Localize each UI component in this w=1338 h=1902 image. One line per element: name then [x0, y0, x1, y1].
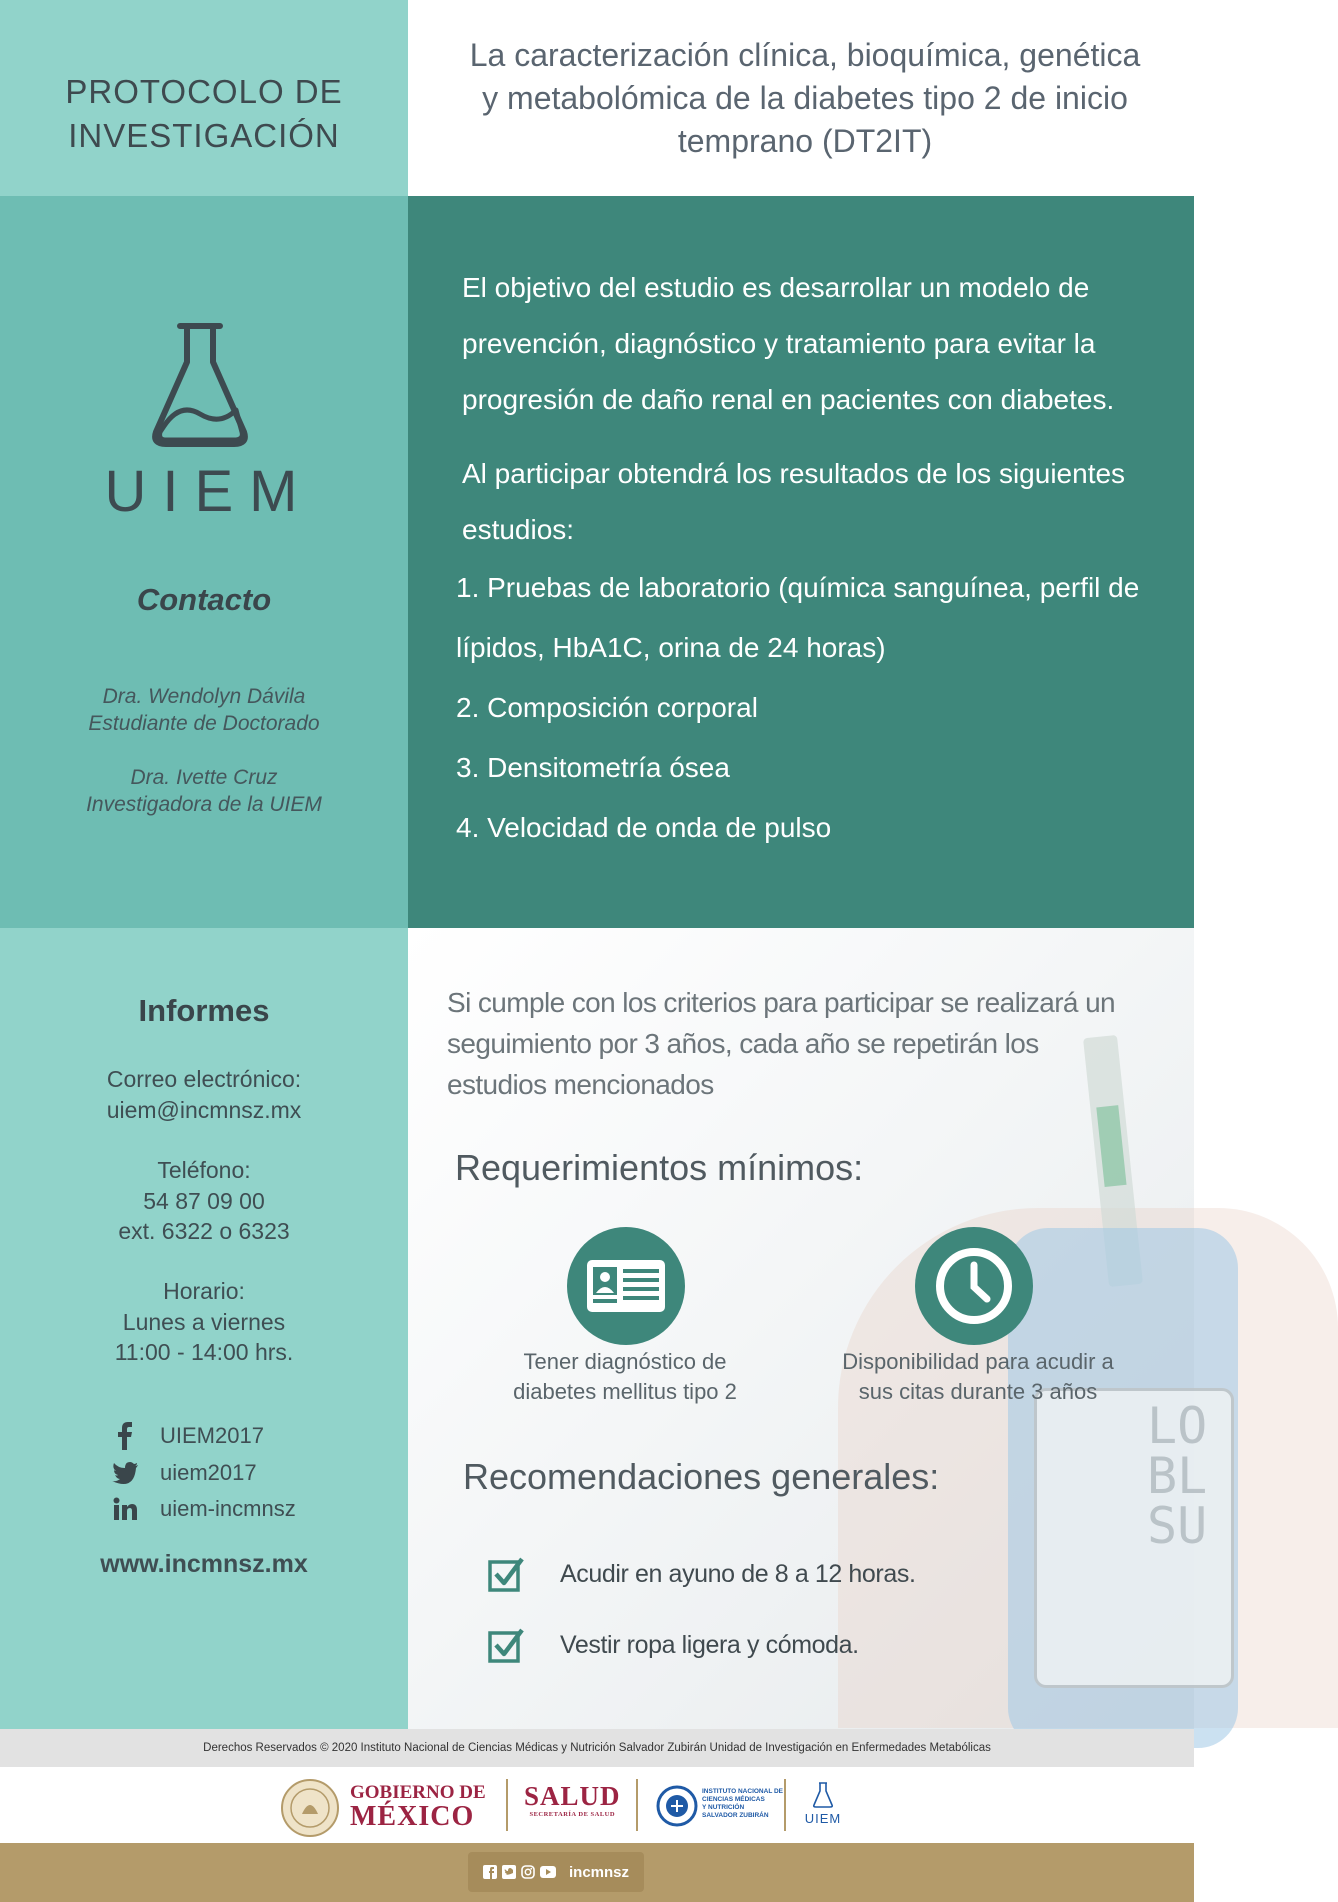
social-links[interactable]: [468, 1852, 644, 1892]
twitter-icon: [110, 1458, 140, 1488]
recommendation-item: [488, 1627, 859, 1663]
informes-heading: Informes: [138, 993, 270, 1028]
contact-panel: [0, 196, 408, 928]
contact-name: Dra. Wendolyn Dávila: [102, 685, 306, 708]
logo-divider: [636, 1779, 638, 1831]
requirements-heading: Requerimientos mínimos:: [455, 1147, 864, 1188]
recommendations-heading: Recomendaciones generales:: [463, 1456, 940, 1497]
hours-label: Horario:: [163, 1278, 245, 1304]
contact-list: [0, 683, 408, 818]
incmnsz-seal-icon: [656, 1785, 698, 1827]
objective-line: prevención, diagnóstico y tratamiento para evitar la: [462, 328, 1096, 359]
salud-subtitle: SECRETARÍA DE SALUD: [529, 1811, 616, 1818]
government-seal-icon: [280, 1778, 340, 1838]
hours-time: 11:00 - 14:00 hrs.: [114, 1339, 294, 1365]
instagram-icon[interactable]: [521, 1865, 535, 1879]
phone-block: [0, 1155, 408, 1247]
incmnsz-line: CIENCIAS MÉDICAS: [702, 1796, 765, 1803]
facebook-icon[interactable]: [483, 1865, 497, 1879]
followup-line: Si cumple con los criterios para participar se realizará un: [447, 987, 1116, 1018]
glucometer-image: LO BL SU: [1008, 1228, 1238, 1748]
phone-number[interactable]: 54 87 09 00: [143, 1187, 265, 1214]
hours-days: Lunes a viernes: [122, 1308, 286, 1335]
facebook-icon: [110, 1421, 140, 1451]
logo-divider: [506, 1779, 508, 1831]
incmnsz-line: INSTITUTO NACIONAL DE: [702, 1788, 784, 1795]
recommendation-item: [488, 1556, 916, 1592]
requirement-caption-line: Tener diagnóstico de: [523, 1349, 727, 1374]
list-item: 1. Pruebas de laboratorio (química sanguínea, perfil de: [456, 572, 1140, 603]
objective-line: progresión de daño renal en pacientes con diabetes.: [462, 384, 1115, 415]
social-twitter[interactable]: [110, 1458, 350, 1488]
footer-social-handle: incmnsz: [568, 1863, 629, 1881]
list-item: 2. Composición corporal: [456, 692, 758, 723]
followup-text: [447, 982, 1147, 1105]
social-facebook[interactable]: [110, 1421, 350, 1451]
email-block: [0, 1064, 408, 1125]
social-linkedin[interactable]: [110, 1494, 350, 1524]
list-item: lípidos, HbA1C, orina de 24 horas): [456, 632, 886, 663]
requirement-caption-line: diabetes mellitus tipo 2: [513, 1379, 737, 1404]
followup-line: estudios mencionados: [447, 1069, 714, 1100]
gobierno-line2: MÉXICO: [350, 1801, 475, 1832]
studies-list: [456, 558, 1166, 858]
clock-icon: [915, 1227, 1033, 1345]
list-item: 4. Velocidad de onda de pulso: [456, 812, 832, 843]
recommendation-text: Vestir ropa ligera y cómoda.: [560, 1630, 859, 1659]
protocol-label: [0, 70, 408, 158]
email-label: Correo electrónico:: [106, 1066, 302, 1092]
checkbox-checked-icon: [488, 1556, 524, 1592]
id-card-icon: [567, 1227, 685, 1345]
copyright-bar: Derechos Reservados © 2020 Instituto Nacional de Ciencias Médicas y Nutrición Salvador Zubirán Unidad de Investigación en Enfermedades Metabólicas: [0, 1729, 1194, 1767]
linkedin-handle: uiem-incmnsz: [160, 1496, 296, 1521]
participate-line: estudios:: [462, 514, 575, 545]
flask-icon: [150, 322, 250, 450]
gobierno-line1: GOBIERNO DE: [350, 1782, 486, 1803]
phone-extension: ext. 6322 o 6323: [118, 1218, 290, 1244]
title-line2: y metabolómica de la diabetes tipo 2 de inicio: [482, 80, 1128, 116]
youtube-icon[interactable]: [540, 1866, 556, 1878]
gobierno-de-mexico-logo: [350, 1781, 486, 1832]
requirement-caption-line: sus citas durante 3 años: [858, 1379, 1098, 1404]
contact-role: Estudiante de Doctorado: [88, 712, 320, 735]
contact-role: Investigadora de la UIEM: [86, 793, 322, 816]
website-link[interactable]: www.incmnsz.mx: [100, 1550, 308, 1578]
linkedin-icon: [110, 1494, 140, 1524]
logo-divider: [784, 1779, 786, 1831]
list-item: 3. Densitometría ósea: [456, 752, 730, 783]
title-line1: La caracterización clínica, bioquímica, genética: [469, 37, 1141, 73]
contact-heading: Contacto: [136, 582, 272, 617]
uiem-small-logo: UIEM: [804, 1811, 842, 1826]
participate-text: [462, 446, 1162, 558]
flask-icon: [812, 1781, 834, 1809]
contact-name: Dra. Ivette Cruz: [130, 766, 278, 789]
protocol-label-line2: INVESTIGACIÓN: [68, 117, 340, 154]
followup-line: seguimiento por 3 años, cada año se repetirán los: [447, 1028, 1039, 1059]
incmnsz-logo-text: [702, 1788, 783, 1820]
salud-title: SALUD: [524, 1781, 621, 1811]
salud-logo: [524, 1781, 621, 1818]
requirement-caption: [818, 1347, 1138, 1407]
phone-label: Teléfono:: [157, 1157, 251, 1183]
institution-logos: [0, 1767, 1194, 1843]
requirement-caption: [470, 1347, 780, 1407]
requirement-caption-line: Disponibilidad para acudir a: [842, 1349, 1114, 1374]
facebook-handle: UIEM2017: [160, 1423, 264, 1448]
page-title: [430, 34, 1180, 163]
objective-line: El objetivo del estudio es desarrollar un modelo de: [462, 272, 1090, 303]
uiem-logo-text: UIEM: [104, 459, 314, 524]
twitter-icon[interactable]: [502, 1865, 516, 1879]
incmnsz-line: Y NUTRICIÓN: [702, 1804, 745, 1811]
recommendation-text: Acudir en ayuno de 8 a 12 horas.: [560, 1559, 916, 1588]
title-line3: temprano (DT2IT): [677, 123, 933, 159]
incmnsz-line: SALVADOR ZUBIRÁN: [702, 1812, 769, 1819]
objective-text: [462, 260, 1162, 428]
hours-block: [0, 1276, 408, 1368]
participate-line: Al participar obtendrá los resultados de los siguientes: [462, 458, 1126, 489]
twitter-handle: uiem2017: [160, 1460, 257, 1485]
email-link[interactable]: uiem@incmnsz.mx: [106, 1096, 302, 1123]
checkbox-checked-icon: [488, 1627, 524, 1663]
protocol-label-line1: PROTOCOLO DE: [65, 73, 343, 110]
